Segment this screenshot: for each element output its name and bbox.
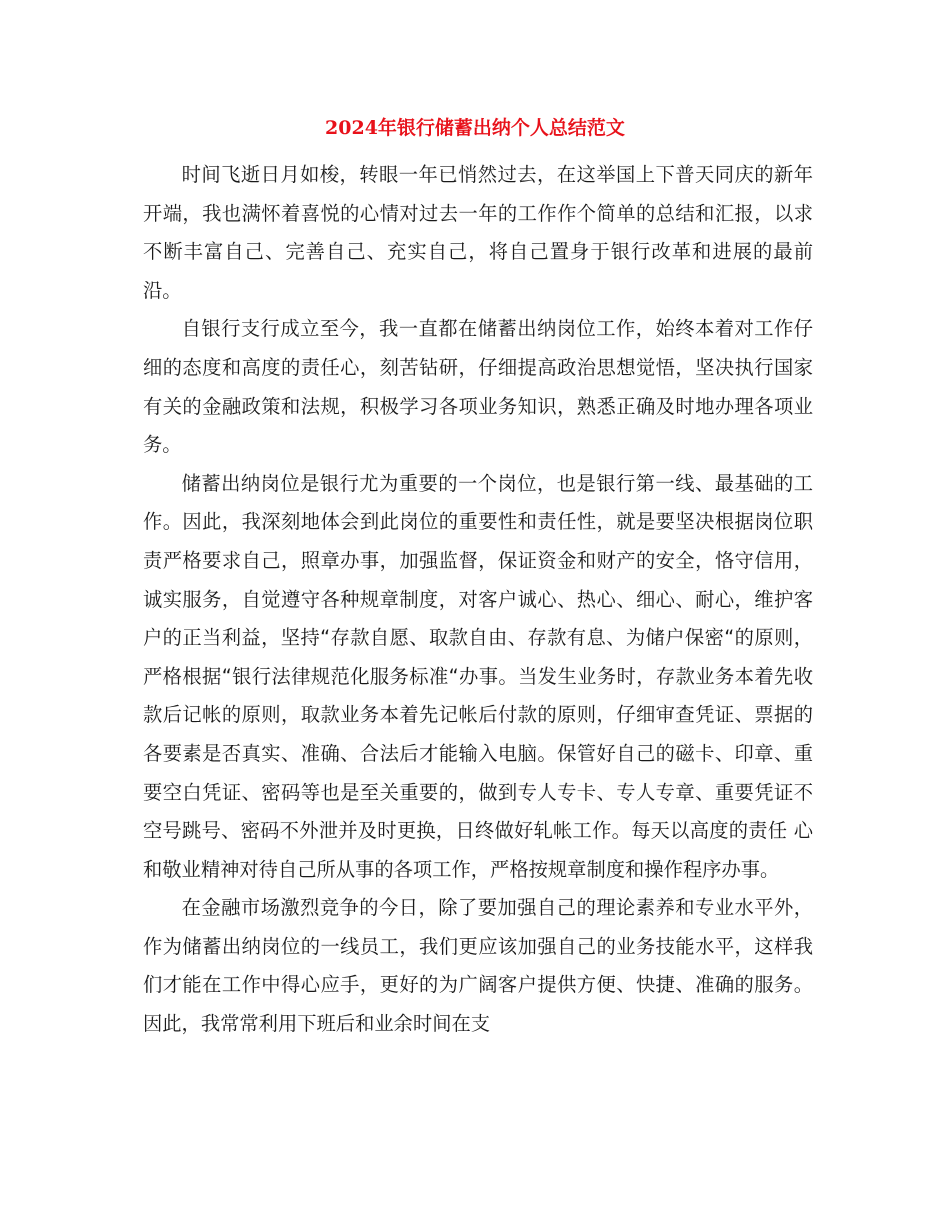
document-title: 2024年银行储蓄出纳个人总结范文 bbox=[325, 117, 625, 139]
document-body bbox=[143, 156, 813, 1044]
paragraph-1: 时间飞逝日月如梭，转眼一年已悄然过去，在这举国上下普天同庆的新年开端，我也满怀着喜悦的心情对过去一年的工作作个简单的总结和汇报，以求不断丰富自己、完善自己、充实自己，将自己置身于银行改革和进展的最前沿。 bbox=[143, 163, 813, 302]
paragraph-3: 储蓄出纳岗位是银行尤为重要的一个岗位，也是银行第一线、最基础的工作。因此，我深刻地体会到此岗位的重要性和责任性，就是要坚决根据岗位职责严格要求自己，照章办事，加强监督，保证资金和财产的安全，恪守信用，诚实服务，自觉遵守各种规章制度，对客户诚心、热心、细心、耐心，维护客户的正当利益，坚持“存款自愿、取款自由、存款有息、为储户保密“的原则，严格根据“银行法律规范化服务标准“办事。当发生业务时，存款业务本着先收款后记帐的原则，取款业务本着先记帐后付款的原则，仔细审查凭证、票据的各要素是否真实、准确、合法后才能输入电脑。保管好自己的磁卡、印章、重要空白凭证、密码等也是至关重要的，做到专人专卡、专人专章、重要凭证不空号跳号、密码不外泄并及时更换，日终做好轧帐工作。每天以高度的责任 心和敬业精神对待自己所从事的各项工作，严格按规章制度和操作程序办事。 bbox=[143, 471, 813, 881]
paragraph-4: 在金融市场激烈竞争的今日，除了要加强自己的理论素养和专业水平外，作为储蓄出纳岗位的一线员工，我们更应该加强自己的业务技能水平，这样我们才能在工作中得心应手，更好的为广阔客户提供方便、快捷、准确的服务。因此，我常常利用下班后和业余时间在支 bbox=[143, 896, 813, 1036]
paragraph-2: 自银行支行成立至今，我一直都在储蓄出纳岗位工作，始终本着对工作仔细的态度和高度的责任心，刻苦钻研，仔细提高政治思想觉悟，坚决执行国家有关的金融政策和法规，积极学习各项业务知识，熟悉正确及时地办理各项业务。 bbox=[143, 317, 813, 457]
